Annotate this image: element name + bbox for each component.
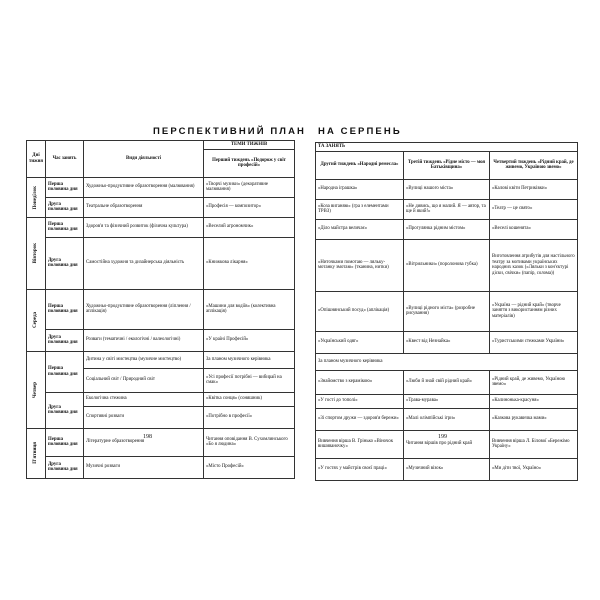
activity-cell: Дитина у світі мистецтва (музичне мистецтво) bbox=[84, 351, 204, 368]
header-week-1: Перший тиждень «Подорож у світ професій» bbox=[204, 149, 295, 177]
header-week-2: Другий тиждень «Народні ремесла» bbox=[316, 151, 404, 179]
music-plan-cell: За планом музичного керівника bbox=[316, 353, 578, 370]
activity-cell: Літературне образотворення bbox=[84, 428, 204, 456]
activity-cell: Художньо-продуктивне образотворення (малювання) bbox=[84, 177, 204, 197]
activity-cell: Художньо-продуктивне образотворення (ліплення / аплікація) bbox=[84, 289, 204, 329]
activity-cell: Екологічна стежина bbox=[84, 392, 204, 406]
week4-cell: Вивчення вірша Л. Білової «Бережімо Україну» bbox=[490, 430, 578, 458]
week3-cell: «Малі олімпійські ігри» bbox=[404, 408, 490, 430]
activity-cell: Здоров'я та фізичний розвиток (фізична культура) bbox=[84, 217, 204, 237]
activity-cell: Розваги (тематичні / екологічні / валеологічні) bbox=[84, 329, 204, 351]
time-cell: Друга половина дня bbox=[46, 456, 84, 478]
time-cell: Друга половина дня bbox=[46, 329, 84, 351]
day-cell bbox=[27, 289, 46, 351]
week1-cell: «У країні Професій» bbox=[204, 329, 295, 351]
time-cell: Перша половина дня bbox=[46, 217, 84, 237]
day-cell bbox=[27, 217, 46, 289]
header-week-4: Четвертий тиждень «Рідний край, де живемо, Україною звемо» bbox=[490, 151, 578, 179]
activity-cell: Самостійна художня та дизайнерська діяльність bbox=[84, 237, 204, 289]
week3-cell: «Квест від Незнайка» bbox=[404, 331, 490, 353]
week2-cell: «Ниточками помотаю — ляльку-мотанку змотаю» (тканина, нитки) bbox=[316, 239, 404, 291]
header-time: Час занять bbox=[46, 141, 84, 178]
day-cell bbox=[27, 177, 46, 217]
week1-cell: Читання оповідання В. Сухомлинського «Бо я людина» bbox=[204, 428, 295, 456]
header-activity: Види діяльності bbox=[84, 141, 204, 178]
activity-cell: Театральне образотворення bbox=[84, 197, 204, 217]
week2-cell: «Знайомство з керамікою» bbox=[316, 370, 404, 394]
time-cell: Друга половина дня bbox=[46, 197, 84, 217]
week4-cell: «Україна — рідний край» (творче заняття з використанням різних матеріалів) bbox=[490, 291, 578, 331]
page-number-right: 199 bbox=[438, 434, 447, 440]
activity-cell: Спортивні розваги bbox=[84, 406, 204, 428]
header-week-3: Третій тиждень «Рідне місто — моя Батьківщина» bbox=[404, 151, 490, 179]
week1-cell: «Усі професії потрібні — вибирай на смак» bbox=[204, 368, 295, 392]
day-label: Вівторок bbox=[32, 243, 38, 264]
page-number-left: 198 bbox=[143, 434, 152, 440]
week2-cell: «У гостях у майстрів своєї праці» bbox=[316, 458, 404, 480]
week2-cell: «Зі спортом дружи — здоров'я бережи» bbox=[316, 408, 404, 430]
week3-cell: «Люби й знай свій рідний край» bbox=[404, 370, 490, 394]
week1-cell: «Веселий агрономчик» bbox=[204, 217, 295, 237]
week4-cell: «Калові квіти Петриківки» bbox=[490, 179, 578, 199]
week1-cell: «Професія — композитор» bbox=[204, 197, 295, 217]
day-label: Четвер bbox=[32, 381, 38, 398]
week3-cell: «Вулиці нашого міста» bbox=[404, 179, 490, 199]
plan-table-right bbox=[315, 142, 578, 481]
page-title-right: НА СЕРПЕНЬ bbox=[318, 126, 402, 137]
day-label: Середа bbox=[32, 312, 38, 329]
week2-cell: «Народна іграшка» bbox=[316, 179, 404, 199]
week4-cell: «Калинонька-красуня» bbox=[490, 394, 578, 408]
week4-cell: Виготовлення атрибутів для настільного театру за мотивами українських народних казок («Ляльки з кон'єктурі діски, свічки» (папір, солома)) bbox=[490, 239, 578, 291]
week1-cell: «Машини для водіїв» (колективна аплікація) bbox=[204, 289, 295, 329]
week3-cell: «Трава-мурава» bbox=[404, 394, 490, 408]
week1-cell: «Квітка сонця» (соняшник) bbox=[204, 392, 295, 406]
plan-table-left bbox=[26, 140, 295, 479]
header-topics-cont: ТА ЗАНЯТЬ bbox=[316, 143, 578, 152]
header-day: Дні тижня bbox=[27, 141, 46, 178]
week1-cell: «Книжкова лікарня» bbox=[204, 237, 295, 289]
week4-cell: «Туристськими стежками України» bbox=[490, 331, 578, 353]
activity-cell: Соціальний світ / Природний світ bbox=[84, 368, 204, 392]
week3-cell: «Вулиці рідного міста» (розробне рисування) bbox=[404, 291, 490, 331]
activity-cell: Музичні розваги bbox=[84, 456, 204, 478]
week4-cell: «Ми діти твої, Україно» bbox=[490, 458, 578, 480]
week2-cell: «Опішнянський посуд» (аплікація) bbox=[316, 291, 404, 331]
time-cell: Перша половина дня bbox=[46, 351, 84, 392]
week1-cell: «Творчі музики» (декоративне малювання) bbox=[204, 177, 295, 197]
week2-cell: Вивчення вірша В. Грінько «Віночок вишиваночку» bbox=[316, 430, 404, 458]
time-cell: Перша половина дня bbox=[46, 177, 84, 197]
time-cell: Друга половина дня bbox=[46, 392, 84, 428]
week2-cell: «У гості до тополі» bbox=[316, 394, 404, 408]
week4-cell: «Веселі кошенята» bbox=[490, 219, 578, 239]
week2-cell: «Діло майстра величає» bbox=[316, 219, 404, 239]
time-cell: Перша половина дня bbox=[46, 289, 84, 329]
week3-cell: Читання віршів про рідний край bbox=[404, 430, 490, 458]
week3-cell: «Не дивись, що я малий. Я — автор, та ще й який!» bbox=[404, 199, 490, 219]
week4-cell: «Казкова рукавичка мами» bbox=[490, 408, 578, 430]
time-cell: Друга половина дня bbox=[46, 237, 84, 289]
week2-cell: «Коза виганяю» (гра з елементами ТРВЗ) bbox=[316, 199, 404, 219]
week1-cell: «Потрібно в професії» bbox=[204, 406, 295, 428]
week4-cell: «Театр — це свято» bbox=[490, 199, 578, 219]
week4-cell: «Рідний край, де живемо, Україною звемо» bbox=[490, 370, 578, 394]
day-label: П'ятниця bbox=[32, 442, 38, 465]
time-cell: Перша половина дня bbox=[46, 428, 84, 456]
week3-cell: «Музичний візок» bbox=[404, 458, 490, 480]
header-topics: ТЕМИ ТИЖНІВ bbox=[204, 141, 295, 150]
day-cell bbox=[27, 428, 46, 478]
week3-cell: «Прогулянка рідним містом» bbox=[404, 219, 490, 239]
week1-cell: «Місто Професій» bbox=[204, 456, 295, 478]
week3-cell: «Вітрильники» (поролонова губка) bbox=[404, 239, 490, 291]
week1-cell: За планом музичного керівника bbox=[204, 351, 295, 368]
page-title-left: ПЕРСПЕКТИВНИЙ ПЛАН bbox=[153, 126, 306, 137]
day-label: Понеділок bbox=[32, 185, 38, 210]
week2-cell: «Український одяг» bbox=[316, 331, 404, 353]
day-cell bbox=[27, 351, 46, 428]
